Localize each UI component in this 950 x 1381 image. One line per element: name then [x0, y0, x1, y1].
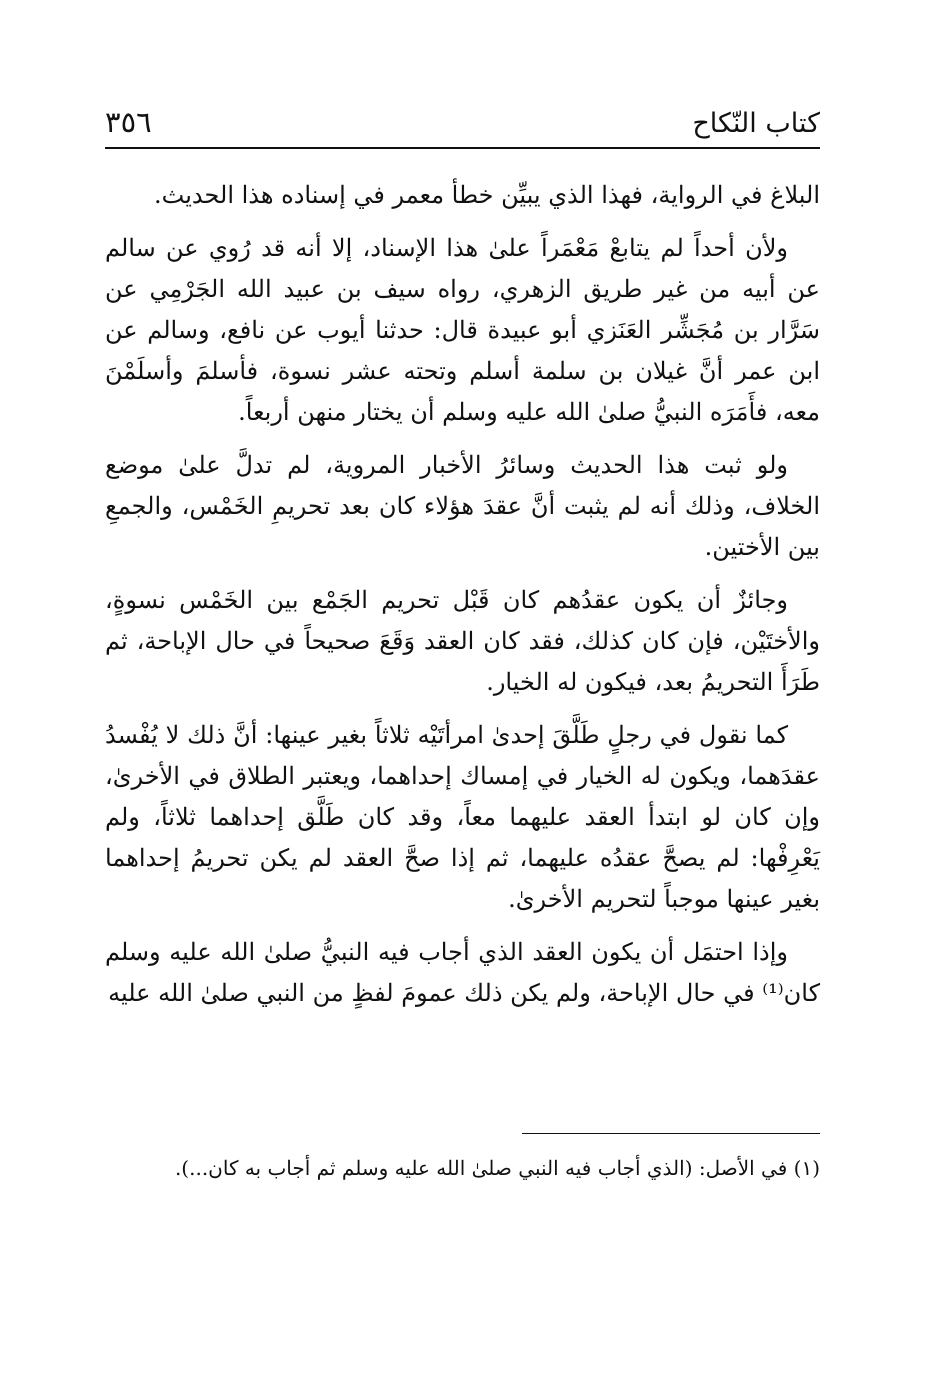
chapter-title: كتاب النّكاح	[692, 108, 820, 139]
paragraph-5: كما نقول في رجلٍ طَلَّقَ إحدىٰ امرأتَيْه ثلاثاً بغير عينها: أنَّ ذلك لا يُفْسدُ عقدَهما، ويكون له الخيار في إمساك إحداهما، ويعتبر الطلاق في الأخرىٰ، وإن كان لو ابتدأ العقد عليهما معاً، وقد كان طَلَّق إحداهما ثلاثاً، ولم يَعْرِفْها: لم يصحَّ عقدُه عليهما، ثم إذا صحَّ العقد لم يكن تحريمُ إحداهما بغير عينها موجباً لتحريم الأخرىٰ.	[105, 721, 820, 913]
page-header	[105, 95, 820, 149]
footnote-separator	[522, 1133, 820, 1134]
paragraph-3: ولو ثبت هذا الحديث وسائرُ الأخبار المروية، لم تدلَّ علىٰ موضع الخلاف، وذلك أنه لم يثبت أنَّ عقدَ هؤلاء كان بعد تحريمِ الخَمْس، والجمعِ بين الأختين.	[105, 451, 820, 561]
page-number: ٣٥٦	[105, 105, 152, 139]
footnote-1: (١) في الأصل: (الذي أجاب فيه النبي صلىٰ الله عليه وسلم ثم أجاب به كان...).	[174, 1156, 820, 1180]
footnote	[105, 1150, 820, 1186]
paragraph-4: وجائزٌ أن يكون عقدُهم كان قَبْل تحريم الجَمْع بين الخَمْس نسوةٍ، والأختَيْن، فإن كان كذلك، فقد كان العقد وَقَعَ صحيحاً في حال الإباحة، ثم طَرَأَ التحريمُ بعد، فيكون له الخيار.	[105, 586, 820, 696]
paragraph-1: البلاغ في الرواية، فهذا الذي يبيِّن خطأ معمر في إسناده هذا الحديث.	[154, 181, 820, 209]
paragraph-2: ولأن أحداً لم يتابعْ مَعْمَراً علىٰ هذا الإسناد، إلا أنه قد رُوي عن سالم عن أبيه من غير طريق الزهري، رواه سيف بن عبيد الله الجَرْمِي عن سَرَّار بن مُجَشِّر العَنَزي أبو عبيدة قال: حدثنا أيوب عن نافع، وسالم عن ابن عمر أنَّ غيلان بن سلمة أسلم وتحته عشر نسوة، فأسلمَ وأسلَمْنَ معه، فأَمَرَه النبيُّ صلىٰ الله عليه وسلم أن يختار منهن أربعاً.	[105, 234, 820, 426]
paragraph-6: وإذا احتمَل أن يكون العقد الذي أجاب فيه النبيُّ صلىٰ الله عليه وسلم كان⁽¹⁾ في حال الإباحة، ولم يكن ذلك عمومَ لفظٍ من النبي صلىٰ الله عليه	[105, 938, 820, 1007]
main-text	[105, 175, 820, 1026]
